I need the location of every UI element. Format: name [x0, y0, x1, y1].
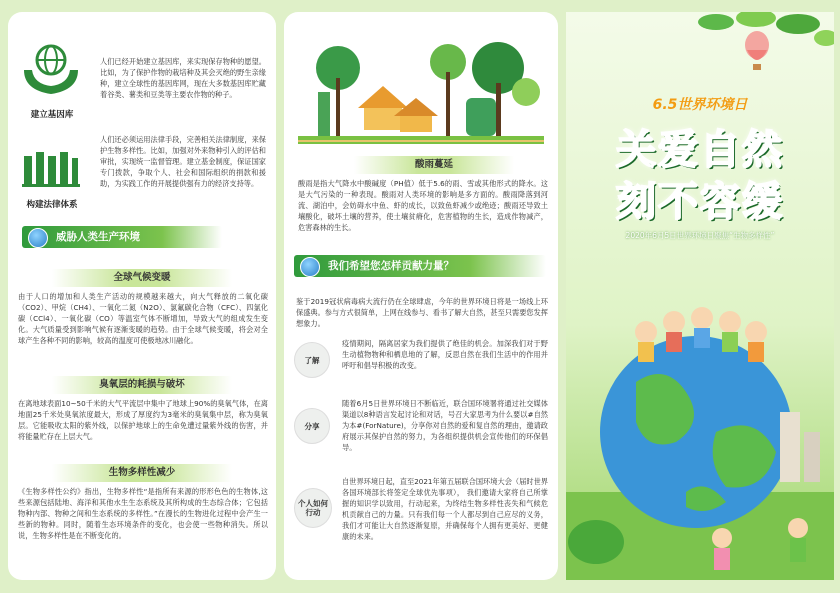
threat-banner-text: 威胁人类生产环境	[56, 231, 140, 243]
share-circle: 分享	[294, 408, 330, 444]
action-paragraph: 自世界环境日起，直至2021年第五届联合国环境大会（届时世界各国环境部长将签定全球优先事项）， 我们邀请大家将自己所掌握的知识学以致用，行动起来，为终结生物多样性丧失和气候危机贡献自己的力量。只有我们每一个人都尽到自己应尽的义务，我们才可能让大自然逐渐复原，并确保每个人拥有更美好、更健康的未来。	[342, 477, 548, 541]
action-circle: 个人如何行动	[294, 488, 332, 528]
title-line-2: 刻不容缓	[616, 179, 784, 225]
ozone-paragraph: 在离地球表面10~50千米的大气平流层中集中了地球上90%的臭氧气体，在离地面25千米处臭氧浓度最大，形成了厚度约为3毫米的臭氧集中层，称为臭氧层。它能吸收太阳的紫外线，以保护地球上的生命免遭过量紫外线的伤害，并将能量贮存在上层大气。	[18, 399, 268, 441]
law-paragraph: 人们还必须运用法律手段，完善相关法律制度，来保护生物多样性。比如，加强对外来物种引入的评估和审批，实现统一监督管理。建立基金制度，保证国家专门拨款，争取个人、社会和国际组织的捐款和援助，为实践工作的开展提供强有力的经济支持等。	[100, 135, 266, 188]
earth-kids-illustration	[566, 262, 834, 580]
globe-icon	[300, 257, 320, 277]
acid-rain-paragraph: 酸雨是指大气降水中酸碱度（PH值）低于5.6的雨、雪或其他形式的降水。这是大气污染的一种表现。酸雨对人类环境的影响是多方面的。酸雨降落到河流、湖泊中，会妨碍水中鱼、虾的成长，以致鱼虾减少或绝迹；酸雨还导致土壤酸化，破坏土壤的营养，使土壤贫瘠化，危害植物的生长，造成作物减产，危害森林的生长。	[298, 179, 548, 232]
climate-title: 全球气候变暖	[52, 269, 232, 287]
contribute-banner	[294, 255, 546, 277]
hot-air-balloon-icon	[742, 30, 772, 74]
learn-paragraph: 疫情期间，隔离居家为我们提供了绝佳的机会。加深我们对于野生动植物物种和栖息地的了解，反思自然在我们生活中的作用并呼吁和倡导积极的改变。	[342, 339, 548, 370]
event-subtitle: 6.5世界环境日	[652, 97, 748, 113]
globe-icon	[28, 228, 48, 248]
seedbank-hands-globe-icon	[20, 40, 82, 98]
title-line-1: 关爱自然	[616, 127, 784, 173]
contribute-banner-text: 我们希望您怎样贡献力量？	[328, 260, 454, 272]
ozone-title: 臭氧层的耗损与破坏	[52, 376, 232, 394]
forest-village-illustration	[298, 28, 544, 148]
climate-paragraph: 由于人口的增加和人类生产活动的规模越来越大，向大气释放的二氧化碳（CO2）、甲烷（CH4）、一氧化二氮（N2O）、氯氟碳化合物（CFC）、四氯化碳（CCl4）、一氧化碳（CO）等温室气体不断增加，导致大气的组成发生变化。大气质量受到影响气候有逐渐变暖的趋势。由于全球气候变暖，将会对全球产生各种不同的影响，较高的温度可使极地冰川融化。	[18, 292, 268, 345]
intro-paragraph: 鉴于2019冠状病毒病大流行仍在全球肆虐，今年的世界环境日将是一场线上环保盛典。参与方式很简单，上网在线参与、看书了解大自然，甚至只需要您发挥想象力。	[296, 297, 548, 328]
law-label: 构建法律体系	[26, 200, 78, 210]
threat-banner	[22, 226, 222, 248]
slogan: 2020年6月5日世界环境日聚焦“生物多样性”	[625, 231, 775, 240]
seedbank-label: 建立基因库	[30, 110, 74, 120]
middle-panel	[284, 12, 558, 580]
seedbank-paragraph: 人们已经开始建立基因库，来实现保存物种的愿望。比如，为了保护作物的栽培种及其会灭绝的野生亲缘种，建立全球性的基因库网，现在大多数基因库贮藏着谷类、薯类和豆类等主要农作物的种子。	[100, 57, 266, 99]
acid-rain-title: 酸雨蔓延	[354, 156, 514, 174]
cover-panel	[566, 12, 834, 580]
learn-circle: 了解	[294, 342, 330, 378]
share-paragraph: 随着6月5日世界环境日不断临近，联合国环境署将通过社交媒体渠道以8种语言发起讨论和对话，号召大家思考为什么要以#自然为本#(ForNature)，分享你对自然的爱和复自然的理由，邀请政府展示其保护自然的努力，为各组织提供机会宣传他们的环保倡导。	[342, 399, 548, 452]
law-pillars-icon	[22, 148, 80, 188]
biodiversity-paragraph: 《生物多样性公约》指出，生物多样性“是指所有来源的形形色色的生物体,这些来源包括陆地、海洋和其他水生生态系统及其所构成的生态综合体；它包括物种内部、物种之间和生态系统的多样性。”在漫长的生物进化过程中会产生一些新的物种。同时，随着生态环境条件的变化，也会使一些物种消失。所以说，生物多样性是在不断变化的。	[18, 487, 268, 540]
left-panel	[8, 12, 276, 580]
biodiversity-title: 生物多样性减少	[52, 464, 232, 482]
